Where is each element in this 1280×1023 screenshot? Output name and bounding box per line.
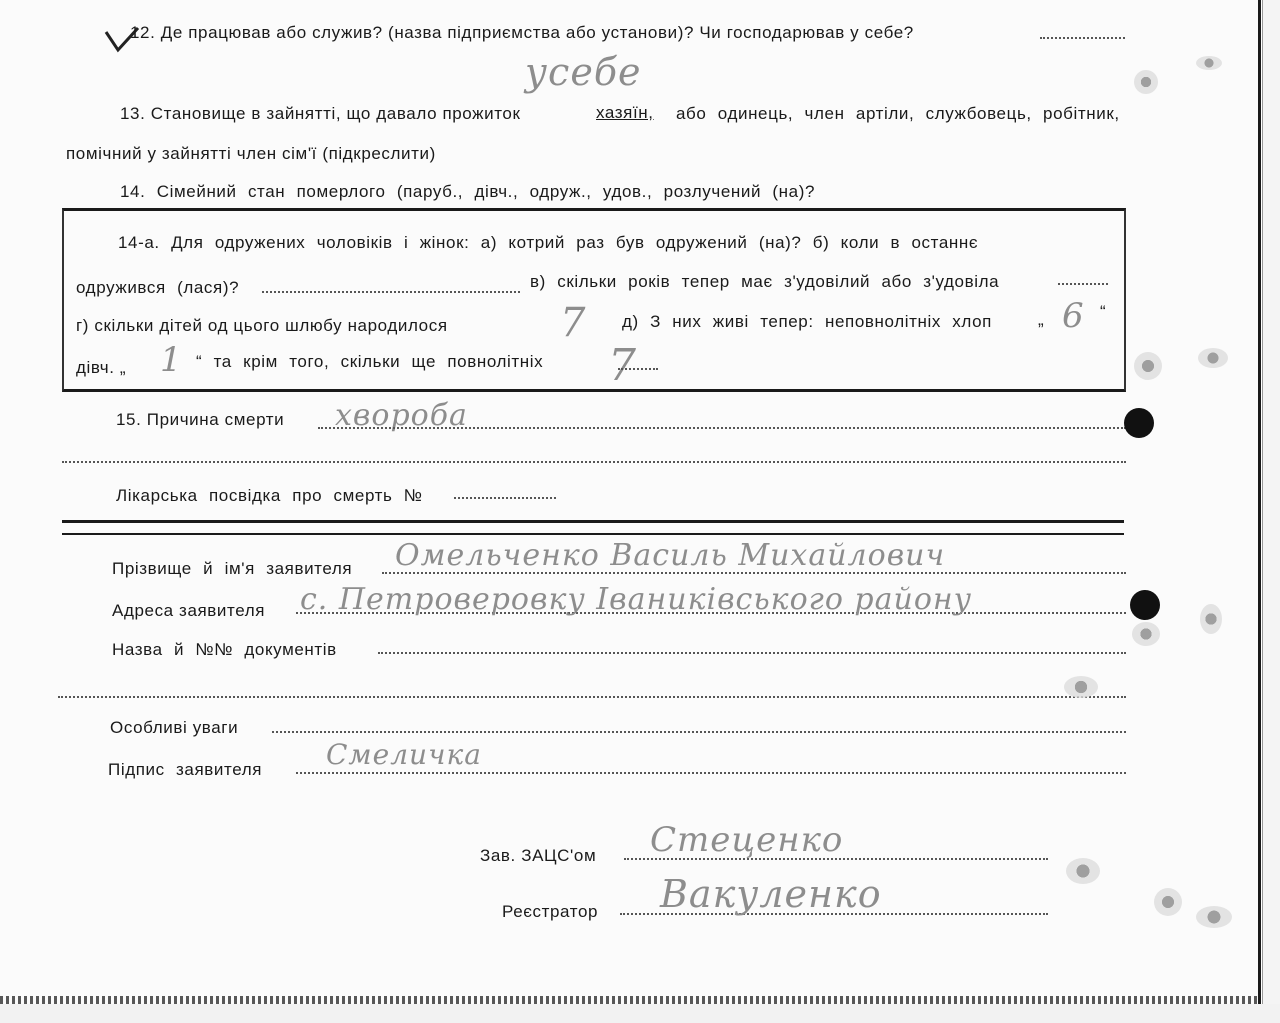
applicant-signature: Смеличка xyxy=(326,738,482,771)
worn-hole xyxy=(1198,348,1228,368)
registrar-label: Реєстратор xyxy=(502,902,599,921)
q12-answer: усебе xyxy=(525,50,642,94)
q13-selected-occupation: хазяїн, xyxy=(596,103,654,122)
punch-hole xyxy=(1130,590,1160,620)
punch-hole xyxy=(1124,408,1154,438)
documents-line xyxy=(378,652,1126,654)
worn-hole xyxy=(1064,676,1098,698)
q14a-line3-left: г) скільки дітей од цього шлюбу народилося xyxy=(76,316,448,335)
sheet-edge xyxy=(1262,0,1280,1023)
q12-label: 12. Де працював або служив? (назва підприємства або установи)? Чи господарював у себе? xyxy=(130,23,914,42)
q14a-quote-close: “ xyxy=(1100,302,1107,321)
zags-head-signature: Стеценко xyxy=(650,820,844,860)
worn-hole xyxy=(1200,604,1222,634)
q14a-quote-open: „ xyxy=(1038,310,1045,329)
q14a-boys-alive: 6 xyxy=(1062,296,1085,336)
worn-hole xyxy=(1134,352,1162,380)
applicant-name-value: Омельченко Василь Михайлович xyxy=(395,538,946,573)
special-notes-label: Особливі уваги xyxy=(110,718,239,737)
bottom-strip xyxy=(0,1004,1280,1023)
worn-hole xyxy=(1196,56,1222,70)
worn-hole xyxy=(1066,858,1100,884)
documents-label: Назва й №№ документів xyxy=(112,640,337,659)
q14a-adults: 7 xyxy=(608,340,637,391)
q14a-line4-left: дівч. „ xyxy=(76,358,127,377)
q13-line1-rest: або одинець, член артіли, службовець, робітник, xyxy=(676,104,1120,123)
torn-bottom-edge xyxy=(0,996,1258,1004)
q15-answer: хвороба xyxy=(335,398,468,433)
q14a-line2-dots xyxy=(262,291,520,293)
q15-second-line xyxy=(62,461,1126,463)
special-notes-line xyxy=(272,731,1126,733)
medical-certificate-label: Лікарська посвідка про смерть № xyxy=(116,486,423,505)
q12-answer-line xyxy=(1040,37,1125,39)
q14a-line3-right: д) З них живі тепер: неповнолітніх хлоп xyxy=(622,312,992,331)
q14a-line2-left: одружився (лася)? xyxy=(76,278,240,297)
worn-hole xyxy=(1134,70,1158,94)
applicant-name-label: Прізвище й ім'я заявителя xyxy=(112,559,353,578)
registrar-signature: Вакуленко xyxy=(660,872,882,916)
q14a-line1: 14-а. Для одружених чоловіків і жінок: а) котрий раз був одружений (на)? б) коли в останнє xyxy=(118,233,979,252)
q14a-children-born: 7 xyxy=(560,300,587,346)
worn-hole xyxy=(1132,622,1160,646)
medical-certificate-line xyxy=(454,497,556,499)
q15-answer-line xyxy=(318,427,1126,429)
documents-second-line xyxy=(58,696,1126,698)
zags-head-label: Зав. ЗАЦС'ом xyxy=(480,846,597,865)
applicant-address-label: Адреса заявителя xyxy=(112,601,266,620)
q13-line2: помічний у зайнятті член сім'ї (підкреслити) xyxy=(66,144,436,163)
q14a-girls-alive: 1 xyxy=(160,340,183,380)
section-divider-lower xyxy=(62,533,1124,535)
q14a-line4-right: “ та крім того, скільки ще повнолітніх xyxy=(196,352,544,371)
applicant-address-value: с. Петроверовку Іваниківського району xyxy=(300,582,973,617)
q14a-line2-end-dots xyxy=(1058,283,1108,285)
worn-hole xyxy=(1196,906,1232,928)
q14-label: 14. Сімейний стан померлого (паруб., дівч., одруж., удов., розлучений (на)? xyxy=(120,182,816,201)
q15-label: 15. Причина смерти xyxy=(116,410,285,429)
worn-hole xyxy=(1154,888,1182,916)
applicant-signature-line xyxy=(296,772,1126,774)
q14a-line4-dots xyxy=(618,368,658,370)
q14a-line2-right: в) скільки років тепер має з'удовілий або з'удовіла xyxy=(530,272,1000,291)
q13-line1: 13. Становище в зайнятті, що давало прожиток xyxy=(120,104,521,123)
applicant-signature-label: Підпис заявителя xyxy=(108,760,263,779)
section-divider xyxy=(62,520,1124,523)
